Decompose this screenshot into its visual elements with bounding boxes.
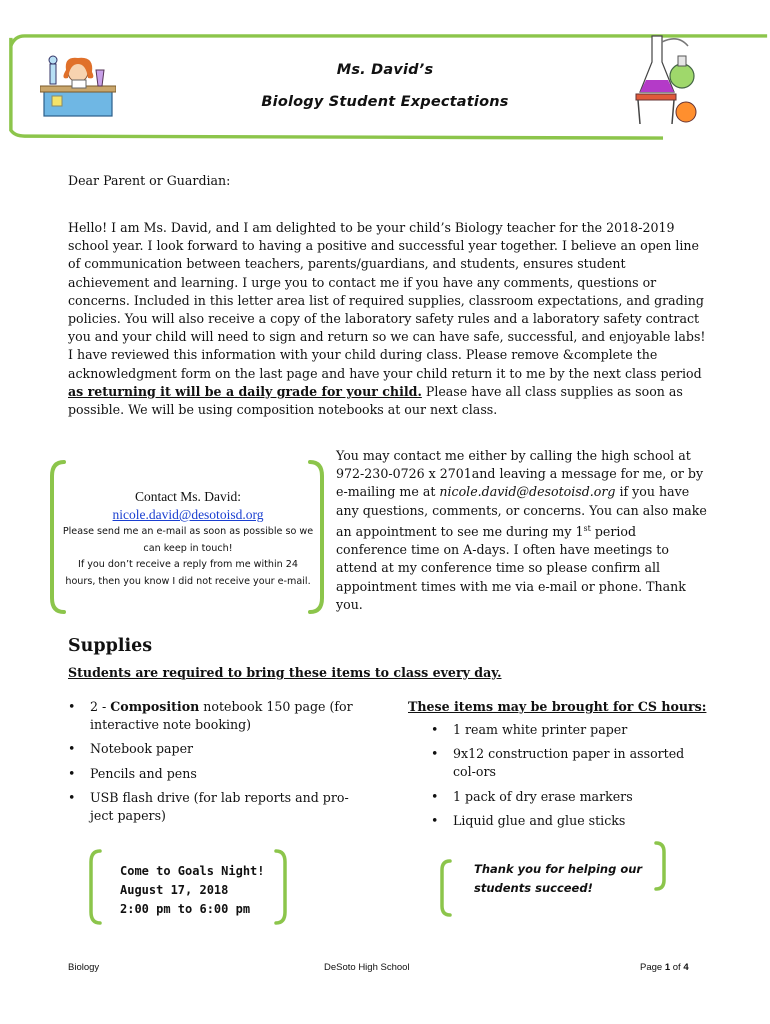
goals-line-3: 2:00 pm to 6:00 pm (120, 902, 251, 916)
thanks-line-2: students succeed! (474, 881, 593, 895)
list-item-bold: Composition (110, 699, 200, 714)
list-item-text: notebook 150 page (for interactive note booking) (90, 699, 353, 733)
title-line-2: Biology Student Expectations (261, 94, 509, 110)
footer-left: Biology (68, 962, 100, 973)
footer-page-total: 4 (683, 962, 689, 973)
contact-note-1: Please send me an e-mail as soon as possible so we can keep in touch! (62, 526, 314, 554)
contact-paragraph-email[interactable]: nicole.david@desotoisd.org (439, 484, 616, 500)
contact-paragraph (336, 447, 708, 614)
contact-note-2: If you don’t receive a reply from me within 24 hours, then you know I did not receive your e-mail. (65, 559, 311, 587)
greeting: Dear Parent or Guardian: (68, 173, 231, 188)
footer-page (640, 962, 689, 973)
cs-hours-heading: These items may be brought for CS hours: (408, 699, 707, 714)
contact-paragraph-part3: period conference time on A-days. I often have meetings to attend at my conference time so please confirm all appointment times with me via e-mail or phone. Thank you. (336, 524, 686, 612)
intro-paragraph-emphasis: as returning it will be a daily grade for your child. (68, 383, 422, 399)
goals-box-right-bracket (272, 848, 290, 926)
intro-paragraph-end: Please have all class supplies as soon as possible. We will be using composition notebooks at our next class. (68, 383, 683, 418)
list-item (68, 698, 358, 734)
list-item-text: Pencils and pens (90, 765, 197, 781)
required-supplies-list (68, 698, 358, 831)
thanks-box-left-bracket (436, 858, 454, 918)
list-item (68, 789, 358, 825)
supplies-heading: Supplies (68, 636, 153, 656)
goals-box-left-bracket (86, 848, 104, 926)
intro-paragraph (68, 219, 708, 419)
list-item-prefix: 2 - (90, 699, 111, 714)
contact-email-link[interactable]: nicole.david@desotoisd.org (112, 507, 264, 522)
cs-hours-list (431, 721, 711, 836)
thanks-line-1: Thank you for helping our (474, 862, 643, 876)
list-item-text: Notebook paper (90, 741, 194, 757)
contact-box (62, 488, 314, 590)
goals-night-note (120, 862, 265, 919)
contact-paragraph-sup: st (583, 523, 591, 533)
title-line-1: Ms. David’s (336, 62, 434, 78)
thanks-note (474, 860, 674, 898)
lab-glassware-clipart (632, 32, 698, 128)
intro-paragraph-main: Hello! I am Ms. David, and I am delighted to be your child’s Biology teacher for the 2018-2019 school year. I look forward to having a positive and successful year together. I believe an open line of communication between teachers, parents/guardians, and students, ensures student achievement and learning. I urge you to contact me if you have any comments, questions or concerns. Included in this letter area list of required supplies, classroom expectations, and grading policies. You will also receive a copy of the laboratory safety rules and a laboratory safety contract you and your child will need to sign and return so we can have safe, successful, and enjoyable labs! I have reviewed this information with your child during class. Please remove &complete the acknowledgment form on the last page and have your child return it to me by the next class period (68, 220, 706, 381)
list-item: • 1 ream white printer paper (431, 721, 711, 739)
contact-paragraph-part2: if you have any questions, comments, or concerns. You can also make an appointment to see me during my 1 (336, 484, 707, 539)
footer-page-label: Page (640, 962, 665, 973)
contact-title: Contact Ms. David: (134, 489, 242, 504)
footer-page-of: of (670, 962, 684, 973)
list-item: • 1 pack of dry erase markers (431, 788, 711, 806)
contact-paragraph-part1: You may contact me either by calling the high school at 972-230-0726 x 2701and leaving a message for me, or by e-mailing me at (336, 448, 704, 500)
goals-line-1: Come to Goals Night! (120, 864, 265, 878)
list-item-text: USB flash drive (for lab reports and pro-ject papers) (90, 789, 349, 824)
list-item: • Liquid glue and glue sticks (431, 812, 711, 830)
list-item: • 9x12 construction paper in assorted col-ors (431, 745, 711, 781)
footer-center: DeSoto High School (324, 962, 410, 973)
list-item (68, 765, 358, 783)
footer-page-num: 1 (664, 962, 671, 973)
goals-line-2: August 17, 2018 (120, 883, 229, 897)
supplies-subheading: Students are required to bring these items to class every day. (68, 665, 502, 680)
list-item (68, 740, 358, 758)
